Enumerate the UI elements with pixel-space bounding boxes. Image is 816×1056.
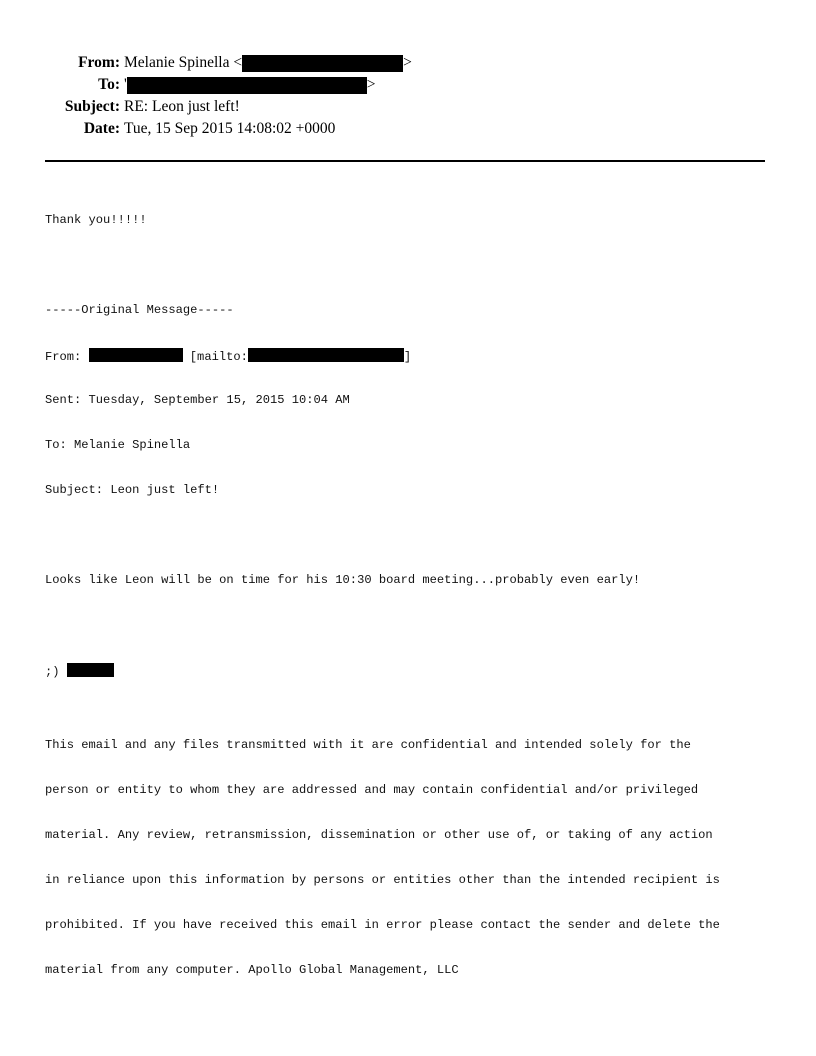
redaction-box (248, 348, 404, 362)
to-close: > (366, 76, 376, 93)
from-value (124, 52, 412, 74)
original-message-marker: -----Original Message----- (45, 303, 234, 317)
from-label: From: (78, 54, 120, 71)
disclaimer-line: This email and any files transmitted with it are confidential and intended solely for the (45, 738, 691, 752)
to-label: To: (98, 76, 120, 93)
redaction-box (89, 348, 183, 362)
date-row (0, 118, 816, 140)
from-row (0, 52, 816, 74)
original-from-label: From: (45, 350, 89, 364)
subject-row (0, 96, 816, 118)
disclaimer-line: in reliance upon this information by persons or entities other than the intended recipient is (45, 873, 720, 887)
original-mailto-open: [mailto: (182, 350, 248, 364)
redaction-box (242, 55, 403, 72)
blank-line (45, 528, 785, 543)
disclaimer (45, 708, 785, 1008)
blank-line (45, 618, 785, 633)
message-text: Looks like Leon will be on time for his 10:30 board meeting...probably even early! (45, 573, 641, 587)
original-sent-line: Sent: Tuesday, September 15, 2015 10:04 AM (45, 393, 350, 407)
disclaimer-line: person or entity to whom they are addressed and may contain confidential and/or privileged (45, 783, 699, 797)
redaction-box (127, 77, 367, 94)
original-from-line (45, 348, 785, 363)
header-divider (45, 160, 765, 162)
to-row (0, 74, 816, 96)
from-close: > (403, 54, 412, 71)
disclaimer-line: material from any computer. Apollo Global Management, LLC (45, 963, 459, 977)
to-open: ' (124, 76, 127, 93)
wink-line (45, 663, 785, 678)
email-header (0, 52, 816, 140)
subject-label: Subject: (64, 98, 120, 115)
blank-line (45, 258, 785, 273)
original-to-line: To: Melanie Spinella (45, 438, 191, 452)
original-mailto-close: ] (403, 350, 412, 364)
date-label: Date: (83, 120, 120, 137)
disclaimer-line: material. Any review, retransmission, dissemination or other use of, or taking of any action (45, 828, 713, 842)
greeting: Thank you!!!!! (45, 213, 147, 227)
wink-text: ;) (45, 665, 67, 679)
disclaimer-line: prohibited. If you have received this email in error please contact the sender and delete the (45, 918, 720, 932)
redaction-box (67, 663, 114, 677)
subject-value: RE: Leon just left! (124, 98, 240, 115)
original-subject-line: Subject: Leon just left! (45, 483, 220, 497)
date-value: Tue, 15 Sep 2015 14:08:02 +0000 (124, 120, 336, 137)
from-name: Melanie Spinella < (124, 54, 243, 71)
to-value (124, 74, 376, 96)
email-body (45, 183, 785, 1023)
